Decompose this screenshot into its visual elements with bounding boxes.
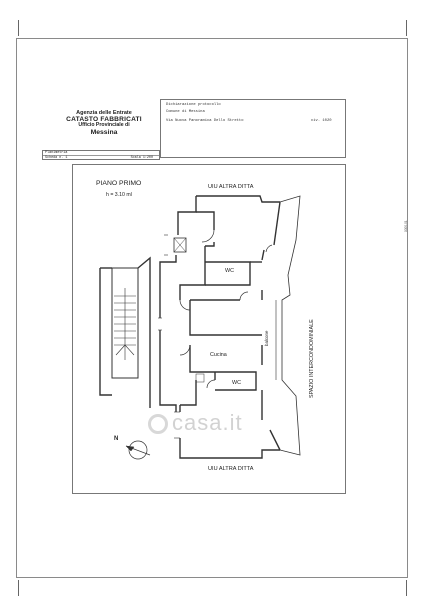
- office-name: Ufficio Provinciale di: [78, 122, 130, 129]
- interior-wall: [190, 300, 262, 335]
- wc-upper-label: WC: [225, 268, 234, 274]
- civic-number: civ. 1020: [311, 119, 332, 123]
- watermark-logo-icon: [148, 414, 168, 434]
- stairwell-side: [138, 258, 150, 408]
- balcony-label: balcone: [264, 330, 269, 346]
- plan-type-label: Planimetria: [45, 151, 68, 155]
- scheda-number: Scheda n. 1: [45, 155, 68, 160]
- outer-wall: [178, 196, 196, 235]
- watermark: casa.it: [172, 410, 243, 435]
- address-label: Via Nuova Panoramica Dello Stretto: [166, 119, 244, 123]
- outer-wall: [262, 250, 264, 260]
- interior-wall: [205, 242, 214, 246]
- scale-label: Scala 1:200: [130, 155, 153, 160]
- bottom-neighbor-label: UIU ALTRA DITTA: [208, 466, 254, 472]
- door-swing: [180, 345, 190, 355]
- door-swing: [207, 380, 215, 388]
- door-swing: [240, 292, 248, 300]
- stairwell-side: [100, 268, 112, 395]
- kitchen-counter: [196, 374, 204, 382]
- outer-wall: [180, 438, 280, 458]
- outer-wall: [160, 255, 176, 318]
- kitchen-label: Cucina: [210, 352, 227, 358]
- protocol-label: Dichiarazione protocollo: [166, 103, 221, 107]
- ceiling-height: h = 3.10 ml: [106, 192, 132, 198]
- floor-title: PIANO PRIMO: [96, 180, 142, 187]
- door-swing: [180, 300, 190, 310]
- margin-code: 0000-01: [404, 220, 408, 232]
- wc-lower-label: WC: [232, 380, 241, 386]
- balcony-outline: [280, 196, 300, 455]
- outer-wall: [274, 202, 280, 245]
- north-arrow-head: [126, 446, 134, 451]
- outer-wall: [160, 330, 176, 412]
- interior-wall: [180, 246, 205, 300]
- interior-wall: [180, 380, 196, 405]
- agency-name: Agenzia delle Entrate: [76, 110, 132, 116]
- interior-wall: [196, 212, 214, 230]
- common-space-label: SPAZIO INTERCONDOMINIALE: [309, 319, 315, 398]
- outer-wall: [270, 430, 280, 450]
- municipality-label: Comune di Messina: [166, 110, 205, 114]
- north-label: N: [114, 436, 119, 442]
- outer-wall: [196, 196, 280, 202]
- door-swing: [202, 230, 214, 242]
- top-neighbor-label: UIU ALTRA DITTA: [208, 184, 254, 190]
- registry-name: CATASTO FABBRICATI: [66, 116, 142, 124]
- city-name: Messina: [90, 129, 118, 137]
- door-swing: [266, 245, 272, 252]
